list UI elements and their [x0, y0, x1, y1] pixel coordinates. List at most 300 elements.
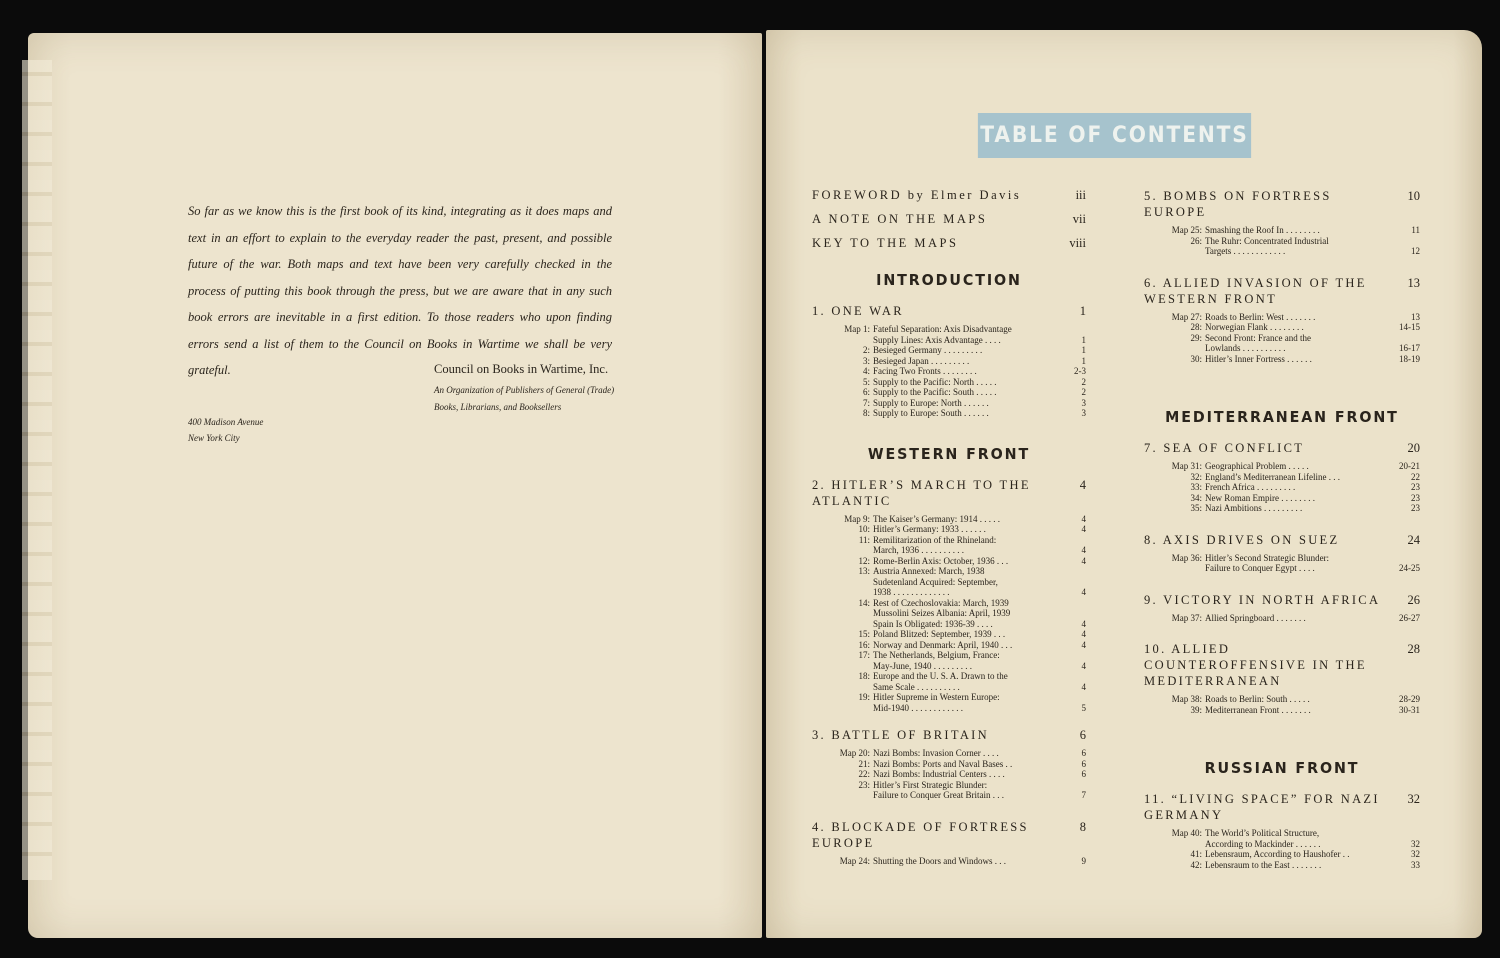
map-number	[812, 545, 873, 556]
map-page: 7	[1081, 790, 1086, 800]
map-entry	[1144, 461, 1420, 472]
map-title: Norway and Denmark: April, 1940 . . .	[873, 639, 1013, 650]
council-name: Council on Books in Wartime, Inc.	[434, 362, 609, 376]
toc-entry	[812, 188, 1086, 203]
map-page	[1060, 577, 1086, 588]
map-number	[1144, 563, 1205, 574]
map-page: 4	[1081, 555, 1086, 566]
map-page: 28-29	[1399, 694, 1420, 704]
map-title: 1938 . . . . . . . . . . . . .	[873, 587, 950, 597]
chapter-3	[812, 727, 1086, 801]
map-page: 1	[1081, 345, 1086, 355]
map-page	[1060, 650, 1086, 661]
map-entry	[1144, 225, 1420, 236]
map-number: 12:	[858, 555, 870, 566]
toc-column-right	[1144, 188, 1420, 870]
map-number: 41:	[1190, 849, 1202, 859]
map-page: 23	[1411, 482, 1420, 492]
part-heading-introduction: INTRODUCTION	[876, 271, 1022, 289]
map-list	[1144, 312, 1420, 365]
chapter-heading	[812, 477, 1086, 509]
map-page: 4	[1081, 545, 1086, 555]
map-title: Supply to the Pacific: South . . . . .	[873, 387, 997, 397]
map-number: 17:	[858, 650, 870, 660]
map-number: 32:	[1190, 471, 1202, 482]
map-number: 23:	[858, 779, 870, 790]
map-entry	[812, 703, 1086, 714]
map-title: Hitler’s Germany: 1933 . . . . . .	[873, 524, 986, 534]
torn-page-edge	[22, 60, 52, 880]
map-number: Map 24:	[839, 855, 870, 866]
map-number: Map 9:	[844, 513, 870, 524]
map-title: Facing Two Fronts . . . . . . . .	[873, 366, 977, 376]
chapter-heading	[1144, 532, 1420, 548]
map-title: Remilitarization of the Rhineland:	[873, 534, 997, 545]
map-entry	[812, 545, 1086, 556]
map-number: 19:	[858, 692, 870, 702]
chapter-page: 8	[1079, 819, 1086, 834]
map-title: Second Front: France and the	[1205, 332, 1311, 343]
map-number: 10:	[858, 524, 870, 534]
front-matter	[812, 188, 1086, 251]
map-entry	[812, 377, 1086, 388]
chapter-heading	[812, 727, 1086, 743]
map-title: Mediterranean Front . . . . . . .	[1205, 704, 1311, 715]
map-title: May-June, 1940 . . . . . . . . .	[873, 660, 972, 671]
map-page: 4	[1081, 629, 1086, 639]
chapter-title: 11. “LIVING SPACE” FOR NAZI GERMANY	[1144, 792, 1380, 822]
map-title: Lebensraum to the East . . . . . . .	[1205, 859, 1322, 870]
map-title: Supply to Europe: South . . . . . .	[873, 408, 989, 418]
chapter-9	[1144, 592, 1420, 624]
chapter-2	[812, 477, 1086, 714]
map-page: 4	[1081, 681, 1086, 692]
map-page: 4	[1081, 587, 1086, 597]
map-list	[812, 514, 1086, 714]
map-number: 21:	[858, 758, 870, 769]
map-entry	[1144, 482, 1420, 493]
map-page: 6	[1081, 769, 1086, 779]
map-title: March, 1936 . . . . . . . . . .	[873, 545, 964, 555]
part-heading-russian-front: RUSSIAN FRONT	[1204, 759, 1360, 777]
chapter-title: 7. SEA OF CONFLICT	[1144, 441, 1305, 455]
map-number: 3:	[862, 355, 870, 366]
chapter-heading	[1144, 440, 1420, 456]
map-entry	[1144, 563, 1420, 574]
map-list	[812, 324, 1086, 419]
map-number	[812, 577, 873, 588]
map-page: 1	[1081, 355, 1086, 366]
chapter-7	[1144, 440, 1420, 514]
map-title: The Ruhr: Concentrated Industrial	[1205, 235, 1329, 246]
map-number	[812, 619, 873, 630]
map-title: New Roman Empire . . . . . . . .	[1205, 492, 1315, 503]
toc-entry	[812, 236, 1086, 251]
map-title: Lebensraum, According to Haushofer . .	[1205, 849, 1350, 859]
map-entry	[812, 387, 1086, 398]
map-number: 28:	[1190, 322, 1202, 332]
part-heading-mediterranean-front: MEDITERRANEAN FRONT	[1165, 408, 1399, 426]
chapter-heading	[1144, 592, 1420, 608]
map-entry	[812, 408, 1086, 419]
map-entry	[812, 324, 1086, 335]
map-title: Hitler Supreme in Western Europe:	[873, 692, 1000, 702]
map-entry	[812, 790, 1086, 801]
map-title: Allied Springboard . . . . . . .	[1205, 612, 1306, 623]
chapter-page: 26	[1407, 592, 1420, 607]
map-title: Lowlands . . . . . . . . . .	[1205, 343, 1286, 353]
map-entry	[812, 769, 1086, 780]
council-description: An Organization of Publishers of General (Trade) Books, Librarians, and Booksellers	[434, 385, 615, 412]
map-number: Map 20:	[839, 748, 870, 758]
map-entry	[1144, 705, 1420, 716]
map-title: Besieged Germany . . . . . . . . .	[873, 345, 983, 355]
map-number: Map 37:	[1171, 612, 1202, 623]
map-page: 23	[1411, 492, 1420, 503]
map-entry	[812, 514, 1086, 525]
chapter-page: 28	[1407, 642, 1420, 656]
map-page	[1394, 553, 1420, 564]
map-page: 22	[1411, 471, 1420, 482]
map-number	[812, 587, 873, 598]
chapter-page: 20	[1407, 441, 1420, 455]
map-number: 29:	[1190, 332, 1202, 343]
map-page: 32	[1411, 838, 1420, 849]
map-number	[1144, 343, 1205, 354]
map-entry	[1144, 553, 1420, 564]
map-page	[1060, 780, 1086, 791]
map-page: 4	[1081, 524, 1086, 534]
map-page: 3	[1081, 397, 1086, 408]
map-page	[1394, 333, 1420, 344]
map-number: 5:	[862, 376, 870, 387]
map-title: The World’s Political Structure,	[1205, 828, 1320, 838]
map-entry	[812, 692, 1086, 703]
chapter-6	[1144, 275, 1420, 365]
map-title: Norwegian Flank . . . . . . . .	[1205, 322, 1304, 332]
chapter-page: 13	[1407, 275, 1420, 290]
map-number: 14:	[858, 597, 870, 608]
map-number	[1144, 246, 1205, 257]
map-number: 18:	[858, 671, 870, 681]
entry-title: KEY TO THE MAPS	[812, 236, 959, 250]
map-list	[1144, 461, 1420, 514]
map-number	[812, 335, 873, 346]
map-number: Map 31:	[1171, 461, 1202, 471]
map-title: Nazi Bombs: Ports and Naval Bases . .	[873, 758, 1013, 769]
map-title: Austria Annexed: March, 1938	[873, 566, 985, 576]
map-entry	[812, 598, 1086, 609]
map-entry	[812, 748, 1086, 759]
map-entry	[1144, 860, 1420, 871]
chapter-4	[812, 819, 1086, 867]
map-page: 4	[1081, 660, 1086, 671]
map-entry	[812, 650, 1086, 661]
chapter-title: 3. BATTLE OF BRITAIN	[812, 728, 989, 742]
map-title: Mid-1940 . . . . . . . . . . . .	[873, 702, 963, 713]
entry-page: vii	[1072, 212, 1086, 226]
map-page: 32	[1411, 849, 1420, 859]
chapter-heading	[812, 819, 1086, 851]
map-entry	[1144, 343, 1420, 354]
map-entry	[1144, 312, 1420, 323]
map-entry	[812, 671, 1086, 682]
map-page: 3	[1081, 408, 1086, 418]
map-entry	[812, 556, 1086, 567]
map-number: 30:	[1190, 353, 1202, 364]
map-entry	[1144, 236, 1420, 247]
map-number	[812, 790, 873, 801]
map-number: 22:	[858, 769, 870, 779]
map-title: According to Mackinder . . . . . .	[1205, 838, 1321, 849]
map-entry	[1144, 503, 1420, 514]
map-number: 4:	[862, 366, 870, 376]
map-entry	[812, 577, 1086, 588]
map-entry	[812, 759, 1086, 770]
map-list	[1144, 694, 1420, 715]
map-entry	[812, 661, 1086, 672]
chapter-8	[1144, 532, 1420, 574]
map-page	[1060, 535, 1086, 546]
chapter-page: 32	[1407, 792, 1420, 806]
map-page	[1060, 608, 1086, 619]
map-list	[1144, 613, 1420, 624]
toc-banner: TABLE OF CONTENTS	[978, 113, 1251, 158]
map-number: 6:	[862, 387, 870, 397]
address	[188, 414, 263, 446]
map-page: 30-31	[1399, 704, 1420, 715]
map-number: Map 40:	[1171, 828, 1202, 838]
map-page: 5	[1081, 702, 1086, 713]
map-entry	[812, 780, 1086, 791]
map-title: Nazi Bombs: Industrial Centers . . . .	[873, 769, 1005, 779]
map-title: Failure to Conquer Great Britain . . .	[873, 790, 1004, 800]
toc-column-left	[812, 188, 1086, 866]
map-number	[812, 703, 873, 714]
map-page	[1394, 236, 1420, 247]
map-number: 2:	[862, 345, 870, 355]
map-page: 11	[1411, 225, 1420, 235]
map-list	[1144, 553, 1420, 574]
map-number: 11:	[858, 534, 870, 545]
map-number: Map 25:	[1171, 225, 1202, 235]
map-title: Nazi Bombs: Invasion Corner . . . .	[873, 748, 999, 758]
map-number: 7:	[862, 397, 870, 408]
map-entry	[812, 535, 1086, 546]
map-list	[812, 748, 1086, 801]
map-title: French Africa . . . . . . . . .	[1205, 482, 1296, 492]
map-title: Roads to Berlin: West . . . . . . .	[1205, 311, 1316, 322]
chapter-heading	[1144, 791, 1420, 823]
map-entry	[812, 524, 1086, 535]
map-title: Same Scale . . . . . . . . . .	[873, 681, 960, 692]
chapter-page: 1	[1079, 304, 1086, 318]
map-page	[1060, 671, 1086, 682]
map-page: 23	[1411, 503, 1420, 513]
map-number: 34:	[1190, 492, 1202, 503]
map-number: 33:	[1190, 482, 1202, 492]
map-number	[1144, 839, 1205, 850]
map-title: Rest of Czechoslovakia: March, 1939	[873, 597, 1009, 608]
map-entry	[1144, 493, 1420, 504]
chapter-10	[1144, 641, 1420, 715]
entry-title: FOREWORD by Elmer Davis	[812, 188, 1022, 202]
part-heading-western-front: WESTERN FRONT	[867, 444, 1031, 463]
map-entry	[812, 566, 1086, 577]
map-title: Roads to Berlin: South . . . . .	[1205, 694, 1310, 704]
map-entry	[812, 629, 1086, 640]
map-number: 35:	[1190, 503, 1202, 513]
map-number: 13:	[858, 566, 870, 576]
map-entry	[812, 619, 1086, 630]
map-list	[1144, 225, 1420, 257]
map-title: The Kaiser’s Germany: 1914 . . . . .	[873, 513, 1001, 524]
map-page: 12	[1411, 246, 1420, 256]
map-title: Supply Lines: Axis Advantage . . . .	[873, 334, 1001, 345]
map-page: 26-27	[1399, 612, 1420, 623]
map-page: 16-17	[1399, 343, 1420, 353]
map-title: Shutting the Doors and Windows . . .	[873, 855, 1006, 866]
map-entry	[1144, 849, 1420, 860]
chapter-5	[1144, 188, 1420, 257]
entry-page: viii	[1069, 236, 1086, 250]
map-entry	[1144, 839, 1420, 850]
map-list	[812, 856, 1086, 867]
map-page: 33	[1411, 859, 1420, 870]
map-title: Spain Is Obligated: 1936-39 . . . .	[873, 618, 993, 629]
map-page	[1060, 566, 1086, 577]
map-entry	[1144, 694, 1420, 705]
map-page: 2-3	[1074, 366, 1086, 376]
map-title: Sudetenland Acquired: September,	[873, 576, 998, 587]
entry-title: A NOTE ON THE MAPS	[812, 212, 988, 226]
map-title: Geographical Problem . . . . .	[1205, 461, 1309, 471]
chapter-title: 1. ONE WAR	[812, 304, 904, 318]
intro-paragraph: So far as we know this is the first book of its kind, integrating as it does maps and text in an effort to explain to the everyday reader the past, present, and possible future of the war. Both maps and text have been very carefully checked in the process of putting this book through the press, but we are aware that in any such book errors are inevitable in a first edition. To those readers who upon finding errors send a list of them to the Council on Books in Wartime we shall be very grateful.	[188, 204, 612, 377]
map-title: Besieged Japan . . . . . . . . .	[873, 355, 970, 366]
map-page: 14-15	[1399, 322, 1420, 332]
chapter-page: 10	[1407, 189, 1420, 203]
map-page: 24-25	[1399, 563, 1420, 573]
map-title: England’s Mediterranean Lifeline . . .	[1205, 471, 1340, 482]
map-entry	[1144, 354, 1420, 365]
map-title: Fateful Separation: Axis Disadvantage	[873, 324, 1012, 334]
map-number: 42:	[1190, 859, 1202, 870]
map-page: 4	[1081, 618, 1086, 629]
chapter-title: 2. HITLER’S MARCH TO THE ATLANTIC	[812, 477, 1031, 508]
chapter-title: 8. AXIS DRIVES ON SUEZ	[1144, 532, 1340, 547]
map-entry	[812, 856, 1086, 867]
chapter-11	[1144, 791, 1420, 870]
map-number	[812, 661, 873, 672]
map-title: Rome-Berlin Axis: October, 1936 . . .	[873, 555, 1009, 566]
map-page: 13	[1411, 311, 1420, 322]
map-page: 2	[1081, 387, 1086, 397]
chapter-title: 5. BOMBS ON FORTRESS EUROPE	[1144, 189, 1332, 219]
map-page	[1060, 692, 1086, 703]
map-page: 2	[1081, 376, 1086, 387]
map-entry	[812, 366, 1086, 377]
map-number: 16:	[858, 639, 870, 650]
map-title: Failure to Conquer Egypt . . . .	[1205, 563, 1315, 573]
map-title: Supply to the Pacific: North . . . . .	[873, 376, 997, 387]
map-number	[812, 682, 873, 693]
map-page: 18-19	[1399, 353, 1420, 364]
map-entry	[812, 356, 1086, 367]
map-page	[1394, 828, 1420, 839]
map-page: 9	[1081, 855, 1086, 866]
address-line: New York City	[188, 433, 240, 443]
map-title: Nazi Ambitions . . . . . . . . .	[1205, 503, 1303, 513]
address-line: 400 Madison Avenue	[188, 417, 264, 427]
map-page: 6	[1081, 758, 1086, 769]
map-entry	[1144, 333, 1420, 344]
map-entry	[1144, 613, 1420, 624]
map-page: 4	[1081, 513, 1086, 524]
chapter-title: 9. VICTORY IN NORTH AFRICA	[1144, 592, 1381, 607]
chapter-page: 24	[1407, 532, 1420, 547]
chapter-heading	[1144, 188, 1420, 220]
chapter-1	[812, 303, 1086, 419]
map-number: Map 1:	[844, 324, 870, 334]
entry-page: iii	[1075, 188, 1086, 202]
map-number: Map 38:	[1171, 694, 1202, 704]
chapter-page: 4	[1079, 477, 1086, 492]
map-page: 4	[1081, 639, 1086, 650]
map-entry	[812, 682, 1086, 693]
map-title: Mussolini Seizes Albania: April, 1939	[873, 608, 1011, 618]
map-number: 26:	[1190, 235, 1202, 246]
map-title: Targets . . . . . . . . . . . .	[1205, 246, 1286, 256]
chapter-heading	[1144, 641, 1420, 689]
map-number: 8:	[862, 408, 870, 418]
map-number: Map 27:	[1171, 311, 1202, 322]
map-page: 1	[1081, 334, 1086, 345]
map-page: 20-21	[1399, 461, 1420, 471]
map-title: Poland Blitzed: September, 1939 . . .	[873, 629, 1006, 639]
map-entry	[812, 640, 1086, 651]
map-entry	[1144, 828, 1420, 839]
map-title: Europe and the U. S. A. Drawn to the	[873, 671, 1008, 681]
toc-entry	[812, 212, 1086, 227]
map-entry	[1144, 322, 1420, 333]
left-page	[28, 33, 762, 938]
map-title: The Netherlands, Belgium, France:	[873, 650, 1000, 660]
map-page	[1060, 324, 1086, 335]
chapter-title: 10. ALLIED COUNTEROFFENSIVE IN THE MEDITERRANEAN	[1144, 642, 1367, 688]
chapter-heading	[1144, 275, 1420, 307]
chapter-title: 4. BLOCKADE OF FORTRESS EUROPE	[812, 819, 1029, 850]
map-number: Map 36:	[1171, 552, 1202, 563]
map-title: Hitler’s First Strategic Blunder:	[873, 779, 988, 790]
map-title: Supply to Europe: North . . . . . .	[873, 397, 989, 408]
map-entry	[812, 398, 1086, 409]
map-entry	[812, 345, 1086, 356]
map-list	[1144, 828, 1420, 870]
chapter-heading	[812, 303, 1086, 319]
map-page	[1060, 598, 1086, 609]
map-entry	[812, 587, 1086, 598]
map-entry	[812, 335, 1086, 346]
map-title: Smashing the Roof In . . . . . . . .	[1205, 225, 1320, 235]
map-number: 39:	[1190, 704, 1202, 715]
map-title: Hitler’s Second Strategic Blunder:	[1205, 552, 1330, 563]
map-title: Hitler’s Inner Fortress . . . . . .	[1205, 353, 1312, 364]
map-number: 15:	[858, 629, 870, 639]
map-page: 6	[1081, 748, 1086, 758]
chapter-title: 6. ALLIED INVASION OF THE WESTERN FRONT	[1144, 275, 1367, 306]
map-entry	[1144, 472, 1420, 483]
